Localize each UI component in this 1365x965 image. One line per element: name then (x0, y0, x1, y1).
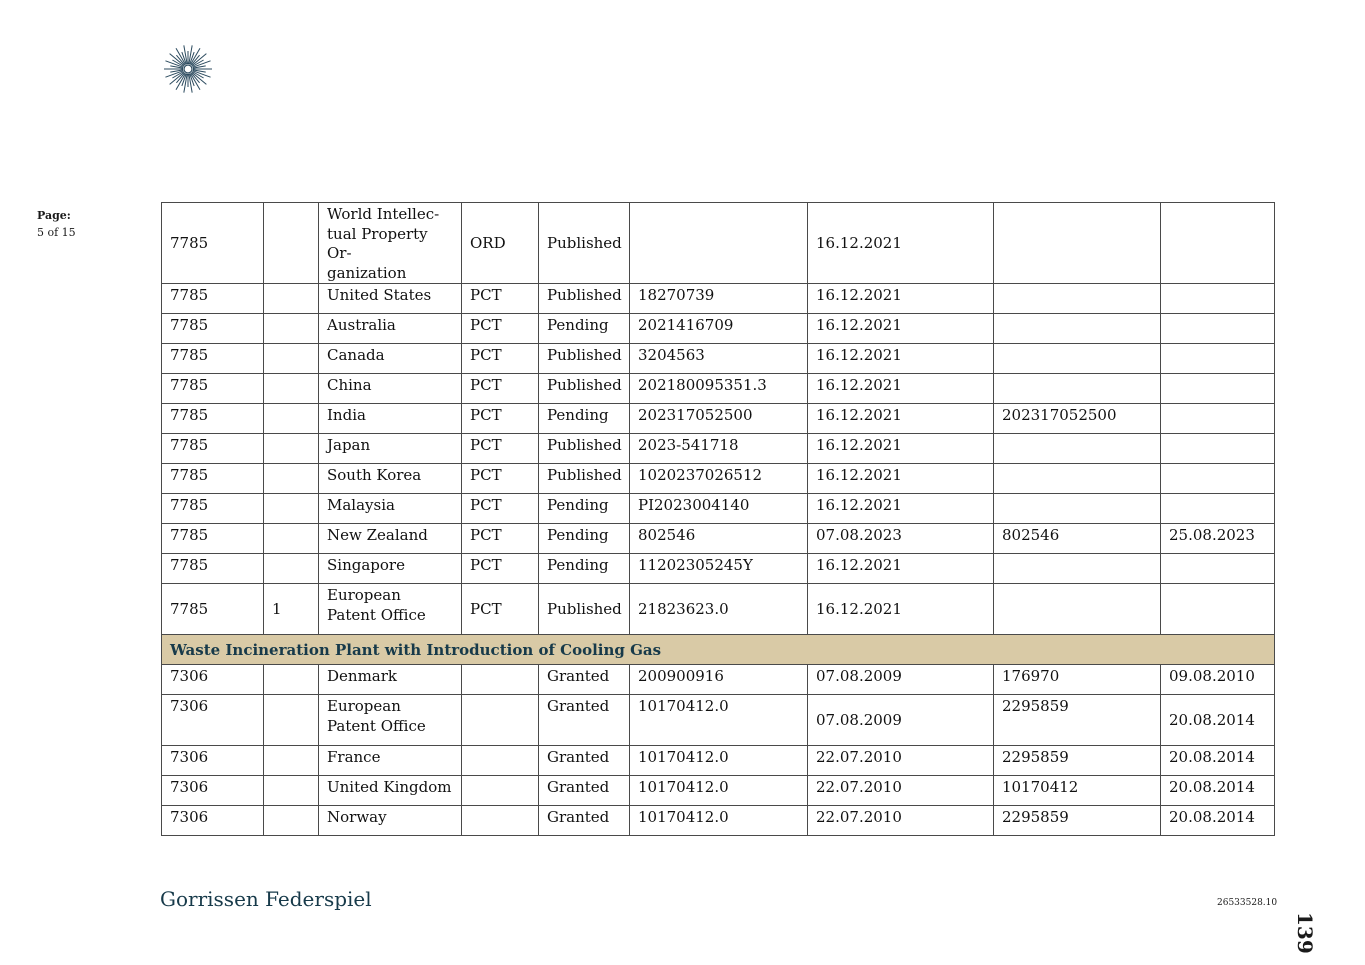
type-cell: PCT (462, 584, 539, 635)
type-cell (462, 806, 539, 836)
table-row (162, 494, 1275, 524)
table-row (162, 776, 1275, 806)
type-cell: ORD (462, 203, 539, 284)
case-number-cell: 7785 (162, 554, 264, 584)
registration-number-cell (994, 434, 1161, 464)
table-row (162, 584, 1275, 635)
status-cell: Published (539, 344, 630, 374)
page-label: Page: (37, 209, 71, 222)
registration-number-cell: 202317052500 (994, 404, 1161, 434)
page-number: 139 (1293, 912, 1317, 954)
status-cell: Granted (539, 746, 630, 776)
status-cell: Published (539, 584, 630, 635)
type-cell (462, 746, 539, 776)
sub-number-cell (264, 434, 319, 464)
registration-date-cell (1161, 374, 1275, 404)
type-cell: PCT (462, 314, 539, 344)
registration-number-cell (994, 494, 1161, 524)
section-header-row (162, 635, 1275, 665)
case-number-cell: 7306 (162, 665, 264, 695)
registration-number-cell (994, 314, 1161, 344)
registration-date-cell (1161, 494, 1275, 524)
case-number-cell: 7306 (162, 695, 264, 746)
country-cell: Japan (319, 434, 462, 464)
type-cell: PCT (462, 434, 539, 464)
type-cell: PCT (462, 344, 539, 374)
application-number-cell: 2023-541718 (630, 434, 808, 464)
registration-number-cell: 2295859 (994, 695, 1161, 746)
case-number-cell: 7306 (162, 806, 264, 836)
case-number-cell: 7785 (162, 203, 264, 284)
sunburst-icon (160, 44, 218, 94)
sub-number-cell (264, 554, 319, 584)
filing-date-cell: 22.07.2010 (808, 746, 994, 776)
page-indicator (37, 207, 76, 241)
sub-number-cell (264, 746, 319, 776)
country-cell: United Kingdom (319, 776, 462, 806)
country-cell: Canada (319, 344, 462, 374)
application-number-cell (630, 203, 808, 284)
country-cell: United States (319, 284, 462, 314)
application-number-cell: 802546 (630, 524, 808, 554)
sub-number-cell (264, 374, 319, 404)
status-cell: Pending (539, 404, 630, 434)
registration-number-cell (994, 284, 1161, 314)
table-row (162, 344, 1275, 374)
type-cell: PCT (462, 284, 539, 314)
registration-date-cell: 20.08.2014 (1161, 695, 1275, 746)
filing-date-cell: 16.12.2021 (808, 314, 994, 344)
registration-date-cell (1161, 554, 1275, 584)
sub-number-cell (264, 344, 319, 374)
application-number-cell: 10170412.0 (630, 695, 808, 746)
section-title: Waste Incineration Plant with Introduction of Cooling Gas (162, 635, 1275, 665)
status-cell: Published (539, 374, 630, 404)
application-number-cell: 10170412.0 (630, 806, 808, 836)
sub-number-cell (264, 314, 319, 344)
registration-date-cell (1161, 404, 1275, 434)
filing-date-cell: 16.12.2021 (808, 203, 994, 284)
table-row (162, 524, 1275, 554)
application-number-cell: 2021416709 (630, 314, 808, 344)
application-number-cell: 1020237026512 (630, 464, 808, 494)
filing-date-cell: 16.12.2021 (808, 434, 994, 464)
filing-date-cell: 16.12.2021 (808, 404, 994, 434)
type-cell (462, 776, 539, 806)
country-cell: Malaysia (319, 494, 462, 524)
case-number-cell: 7306 (162, 746, 264, 776)
registration-date-cell: 20.08.2014 (1161, 746, 1275, 776)
country-cell: Australia (319, 314, 462, 344)
registration-number-cell (994, 344, 1161, 374)
status-cell: Pending (539, 554, 630, 584)
country-cell: European Patent Office (319, 695, 462, 746)
case-number-cell: 7785 (162, 434, 264, 464)
case-number-cell: 7785 (162, 584, 264, 635)
registration-date-cell: 09.08.2010 (1161, 665, 1275, 695)
registration-number-cell: 802546 (994, 524, 1161, 554)
table-row (162, 746, 1275, 776)
case-number-cell: 7785 (162, 314, 264, 344)
sub-number-cell (264, 806, 319, 836)
type-cell (462, 695, 539, 746)
registration-date-cell (1161, 203, 1275, 284)
case-number-cell: 7785 (162, 284, 264, 314)
type-cell: PCT (462, 374, 539, 404)
type-cell: PCT (462, 404, 539, 434)
filing-date-cell: 16.12.2021 (808, 284, 994, 314)
registration-number-cell: 176970 (994, 665, 1161, 695)
sub-number-cell (264, 524, 319, 554)
sub-number-cell (264, 284, 319, 314)
application-number-cell: 202317052500 (630, 404, 808, 434)
table-row (162, 203, 1275, 284)
table-row (162, 284, 1275, 314)
page-value: 5 of 15 (37, 226, 76, 239)
sub-number-cell (264, 695, 319, 746)
status-cell: Granted (539, 665, 630, 695)
registration-number-cell: 2295859 (994, 746, 1161, 776)
table-row (162, 374, 1275, 404)
country-cell: European Patent Office (319, 584, 462, 635)
table-row (162, 404, 1275, 434)
type-cell: PCT (462, 464, 539, 494)
status-cell: Granted (539, 776, 630, 806)
sub-number-cell: 1 (264, 584, 319, 635)
sub-number-cell (264, 665, 319, 695)
document-reference: 26533528.10 (1217, 898, 1278, 908)
sub-number-cell (264, 203, 319, 284)
table-row (162, 314, 1275, 344)
application-number-cell: PI2023004140 (630, 494, 808, 524)
registration-number-cell: 10170412 (994, 776, 1161, 806)
registration-number-cell: 2295859 (994, 806, 1161, 836)
type-cell: PCT (462, 524, 539, 554)
sub-number-cell (264, 464, 319, 494)
sub-number-cell (264, 494, 319, 524)
registration-date-cell (1161, 344, 1275, 374)
status-cell: Pending (539, 314, 630, 344)
table-row (162, 554, 1275, 584)
sub-number-cell (264, 404, 319, 434)
country-cell: France (319, 746, 462, 776)
registration-date-cell (1161, 464, 1275, 494)
filing-date-cell: 07.08.2023 (808, 524, 994, 554)
filing-date-cell: 22.07.2010 (808, 776, 994, 806)
filing-date-cell: 16.12.2021 (808, 464, 994, 494)
case-number-cell: 7785 (162, 494, 264, 524)
type-cell: PCT (462, 494, 539, 524)
registration-number-cell (994, 374, 1161, 404)
application-number-cell: 10170412.0 (630, 746, 808, 776)
case-number-cell: 7785 (162, 344, 264, 374)
patent-table (161, 202, 1275, 836)
table-row (162, 695, 1275, 746)
status-cell: Pending (539, 494, 630, 524)
filing-date-cell: 16.12.2021 (808, 554, 994, 584)
application-number-cell: 3204563 (630, 344, 808, 374)
registration-date-cell (1161, 434, 1275, 464)
registration-number-cell (994, 584, 1161, 635)
case-number-cell: 7785 (162, 374, 264, 404)
type-cell: PCT (462, 554, 539, 584)
application-number-cell: 18270739 (630, 284, 808, 314)
footer-brand-name: Gorrissen Federspiel (160, 887, 372, 911)
application-number-cell: 202180095351.3 (630, 374, 808, 404)
registration-date-cell (1161, 584, 1275, 635)
status-cell: Published (539, 464, 630, 494)
country-cell: South Korea (319, 464, 462, 494)
registration-date-cell: 25.08.2023 (1161, 524, 1275, 554)
status-cell: Granted (539, 806, 630, 836)
table-row (162, 665, 1275, 695)
country-cell: India (319, 404, 462, 434)
status-cell: Granted (539, 695, 630, 746)
status-cell: Published (539, 203, 630, 284)
application-number-cell: 200900916 (630, 665, 808, 695)
country-cell: New Zealand (319, 524, 462, 554)
status-cell: Published (539, 284, 630, 314)
type-cell (462, 665, 539, 695)
sub-number-cell (264, 776, 319, 806)
application-number-cell: 21823623.0 (630, 584, 808, 635)
filing-date-cell: 16.12.2021 (808, 494, 994, 524)
status-cell: Published (539, 434, 630, 464)
application-number-cell: 10170412.0 (630, 776, 808, 806)
filing-date-cell: 07.08.2009 (808, 665, 994, 695)
country-cell: World Intellec- tual Property Or- ganization (319, 203, 462, 284)
registration-date-cell (1161, 314, 1275, 344)
application-number-cell: 11202305245Y (630, 554, 808, 584)
filing-date-cell: 16.12.2021 (808, 344, 994, 374)
registration-date-cell: 20.08.2014 (1161, 806, 1275, 836)
filing-date-cell: 22.07.2010 (808, 806, 994, 836)
country-cell: Denmark (319, 665, 462, 695)
case-number-cell: 7785 (162, 464, 264, 494)
table-row (162, 464, 1275, 494)
filing-date-cell: 16.12.2021 (808, 584, 994, 635)
registration-number-cell (994, 464, 1161, 494)
case-number-cell: 7785 (162, 404, 264, 434)
country-cell: Norway (319, 806, 462, 836)
registration-date-cell (1161, 284, 1275, 314)
filing-date-cell: 16.12.2021 (808, 374, 994, 404)
country-cell: Singapore (319, 554, 462, 584)
case-number-cell: 7306 (162, 776, 264, 806)
table-row (162, 434, 1275, 464)
case-number-cell: 7785 (162, 524, 264, 554)
registration-date-cell: 20.08.2014 (1161, 776, 1275, 806)
registration-number-cell (994, 554, 1161, 584)
country-cell: China (319, 374, 462, 404)
table-row (162, 806, 1275, 836)
registration-number-cell (994, 203, 1161, 284)
status-cell: Pending (539, 524, 630, 554)
filing-date-cell: 07.08.2009 (808, 695, 994, 746)
